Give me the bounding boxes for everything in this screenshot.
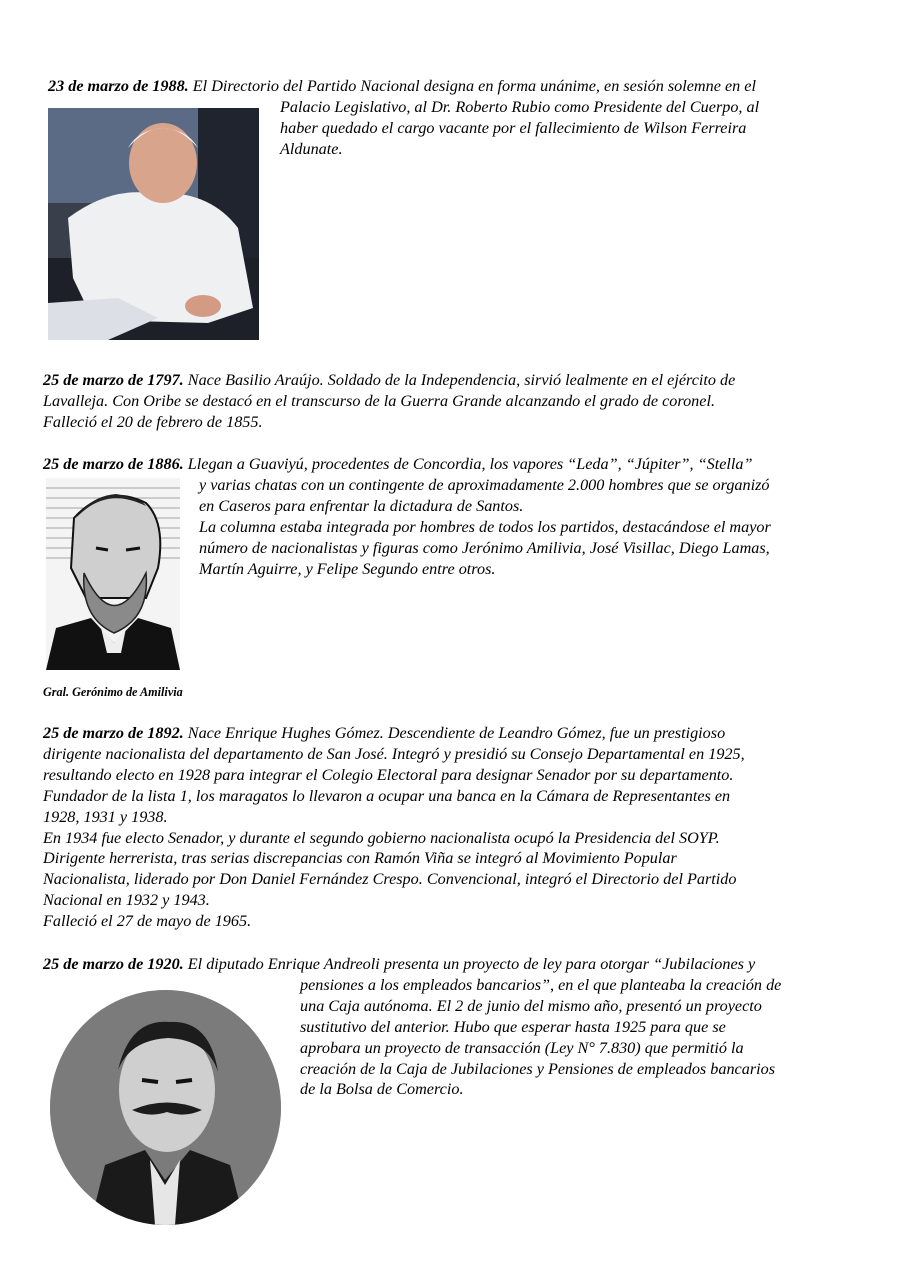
entry-1797-line-1: Lavalleja. Con Oribe se destacó en el transcurso de la Guerra Grande alcanzando el grado de coronel.	[43, 391, 715, 410]
entry-1886-line-2: en Caseros para enfrentar la dictadura de Santos.	[199, 496, 524, 515]
entry-1892-date: 25 de marzo de 1892.	[43, 724, 184, 742]
photo-caption: Gral. Gerónimo de Amilivia	[43, 685, 183, 699]
entry-1892-line-8: Nacional en 1932 y 1943.	[43, 891, 210, 910]
entry-1920-date: 25 de marzo de 1920.	[43, 955, 184, 973]
entry-1886-line-5: Martín Aguirre, y Felipe Segundo entre otros.	[199, 559, 496, 578]
entry-1886	[43, 454, 771, 579]
entry-1892-line-5: En 1934 fue electo Senador, y durante el segundo gobierno nacionalista ocupó la Presidencia del SOYP.	[43, 828, 720, 847]
entry-1892-line-9: Falleció el 27 de mayo de 1965.	[43, 912, 252, 931]
entry-1988-line-1: Palacio Legislativo, al Dr. Roberto Rubio como Presidente del Cuerpo, al	[280, 97, 760, 116]
entry-1892-line-3: Fundador de la lista 1, los maragatos lo llevaron a ocupar una banca en la Cámara de Representantes en	[43, 786, 731, 805]
entry-1892-line-7: Nacionalista, liderado por Don Daniel Fernández Crespo. Convencional, integró el Directorio del Partido	[43, 870, 737, 889]
entry-1892	[43, 723, 745, 932]
entry-1920-line-3: sustitutivo del anterior. Hubo que esperar hasta 1925 para que se	[300, 1017, 726, 1036]
entry-1797-date: 25 de marzo de 1797.	[43, 371, 184, 389]
entry-1797-line-2: Falleció el 20 de febrero de 1855.	[43, 412, 263, 431]
entry-1988-date: 23 de marzo de 1988.	[48, 77, 189, 95]
entry-1988	[48, 76, 759, 160]
entry-1920-line-1: pensiones a los empleados bancarios”, en el que planteaba la creación de	[300, 975, 782, 994]
entry-1920	[43, 954, 781, 1100]
entry-1892-line-4: 1928, 1931 y 1938.	[43, 807, 168, 826]
entry-1920-line-6: de la Bolsa de Comercio.	[300, 1080, 464, 1099]
entry-1886-line-0: 25 de marzo de 1886. Llegan a Guaviyú, procedentes de Concordia, los vapores “Leda”, “Júpiter”, “Stella”	[43, 455, 753, 473]
entry-1797-line-0: 25 de marzo de 1797. Nace Basilio Araújo. Soldado de la Independencia, sirvió lealmente en el ejército de	[43, 371, 736, 389]
entry-1920-line-0: 25 de marzo de 1920. El diputado Enrique Andreoli presenta un proyecto de ley para otorgar “Jubilaciones y	[43, 955, 756, 973]
entry-1988-line-2: haber quedado el cargo vacante por el fallecimiento de Wilson Ferreira	[280, 118, 747, 137]
entry-1892-line-1: dirigente nacionalista del departamento de San José. Integró y presidió su Consejo Departamental en 1925,	[43, 744, 745, 763]
entry-1988-line-0: 23 de marzo de 1988. El Directorio del Partido Nacional designa en forma unánime, en sesión solemne en el	[48, 77, 756, 95]
entry-1892-line-0: 25 de marzo de 1892. Nace Enrique Hughes Gómez. Descendiente de Leandro Gómez, fue un prestigioso	[43, 724, 726, 742]
entry-1892-line-6: Dirigente herrerista, tras serias discrepancias con Ramón Viña se integró al Movimiento Popular	[43, 849, 677, 868]
entry-1886-line-4: número de nacionalistas y figuras como Jerónimo Amilivia, José Visillac, Diego Lamas,	[199, 538, 770, 557]
entry-1886-line-1: y varias chatas con un contingente de aproximadamente 2.000 hombres que se organizó	[199, 475, 770, 494]
entry-1797	[43, 370, 735, 433]
entry-1892-line-2: resultando electo en 1928 para integrar el Colegio Electoral para designar Senador por su departamento.	[43, 765, 734, 784]
entry-1886-date: 25 de marzo de 1886.	[43, 455, 184, 473]
entry-1920-line-5: creación de la Caja de Jubilaciones y Pensiones de empleados bancarios	[300, 1059, 776, 1078]
entry-1920-line-2: una Caja autónoma. El 2 de junio del mismo año, presentó un proyecto	[300, 996, 762, 1015]
entry-1886-line-3: La columna estaba integrada por hombres de todos los partidos, destacándose el mayor	[199, 517, 771, 536]
entry-1920-line-4: aprobara un proyecto de transacción (Ley N° 7.830) que permitió la	[300, 1038, 744, 1057]
entry-1988-line-3: Aldunate.	[280, 139, 343, 158]
